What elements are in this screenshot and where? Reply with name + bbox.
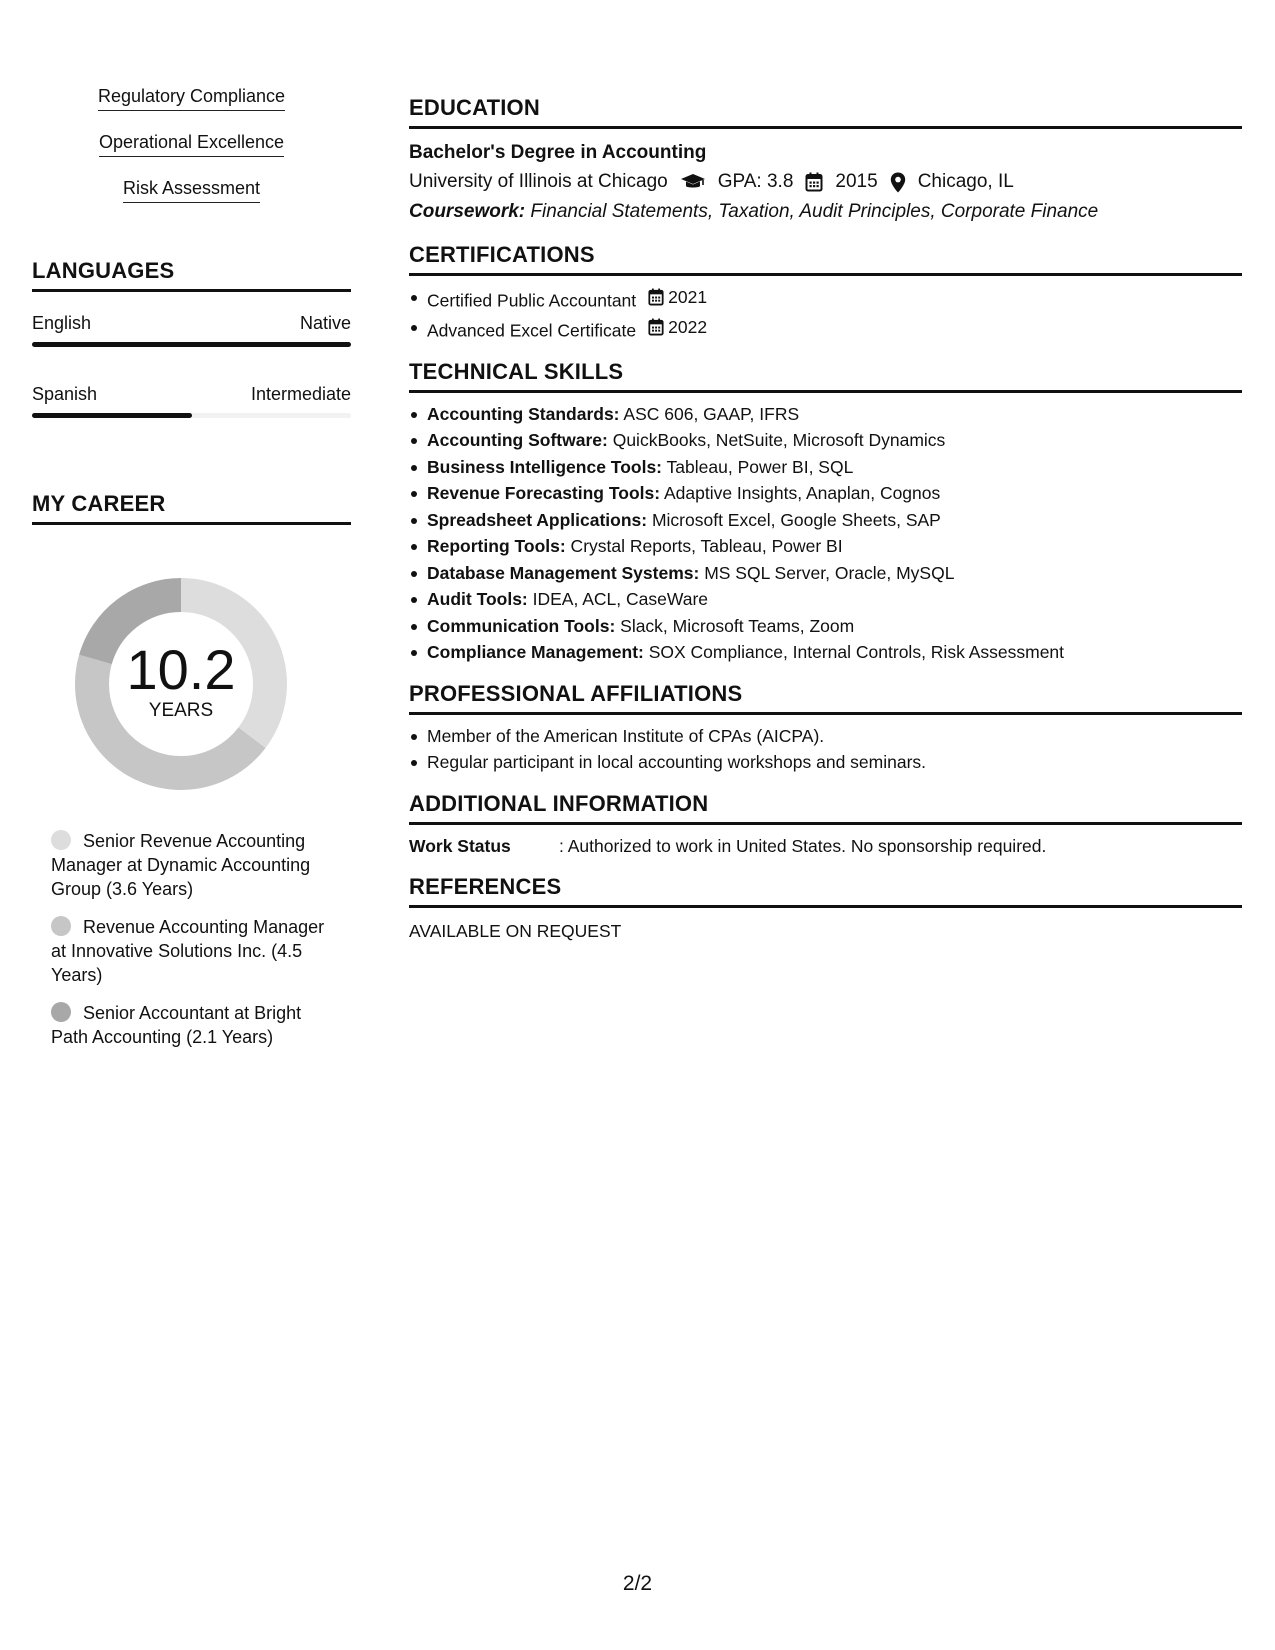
work-status-value: : Authorized to work in United States. No sponsorship required. — [559, 835, 1047, 856]
language-name: Spanish — [32, 384, 98, 404]
certification-year: 2021 — [668, 287, 708, 307]
additional-info-section — [409, 790, 1242, 859]
skill-value: Slack, Microsoft Teams, Zoom — [615, 615, 855, 636]
career-item-label: Senior Revenue Accounting Manager at Dynamic Accounting Group (3.6 Years) — [51, 831, 311, 899]
affiliations-section — [409, 680, 1242, 776]
list-item — [409, 613, 1242, 640]
career-donut — [66, 569, 296, 799]
list-item — [409, 427, 1242, 454]
language-bar-fill — [32, 342, 351, 347]
list-item — [409, 507, 1242, 534]
skill-value: SOX Compliance, Internal Controls, Risk Assessment — [643, 642, 1065, 662]
affiliations-title: PROFESSIONAL AFFILIATIONS — [409, 680, 1242, 715]
additional-info-title: ADDITIONAL INFORMATION — [409, 790, 1242, 825]
gpa: GPA: 3.8 — [717, 171, 794, 192]
skill-label: Database Management Systems: — [427, 562, 700, 583]
legend-dot-icon — [51, 1002, 71, 1022]
references-title: REFERENCES — [409, 873, 1242, 908]
list-item — [409, 314, 1242, 344]
certification-name: Advanced Excel Certificate — [427, 320, 637, 340]
certification-name: Certified Public Accountant — [427, 290, 637, 311]
skill-value: IDEA, ACL, CaseWare — [527, 589, 709, 609]
list-item — [409, 639, 1242, 666]
skill-value: Adaptive Insights, Anaplan, Cognos — [660, 483, 941, 503]
languages-title: LANGUAGES — [32, 257, 351, 292]
education-title: EDUCATION — [409, 94, 1242, 129]
page-number: 2/2 — [622, 1572, 653, 1595]
language-bar — [32, 413, 351, 418]
education-details — [409, 167, 1242, 197]
career-item-label: Senior Accountant at Bright Path Accounting (2.1 Years) — [51, 1003, 302, 1047]
certification-year: 2022 — [668, 316, 708, 337]
career-legend — [32, 829, 351, 1049]
skill-tag: Risk Assessment — [123, 176, 260, 203]
skill-label: Compliance Management: — [427, 642, 644, 662]
languages-section — [32, 257, 351, 418]
graduation-cap-icon — [680, 173, 706, 191]
skill-value: ASC 606, GAAP, IFRS — [619, 403, 800, 424]
affiliations-list — [409, 723, 1242, 776]
language-bar-fill — [32, 413, 192, 418]
career-item — [51, 829, 341, 901]
technical-skills-section — [409, 358, 1242, 666]
career-total: 10.2 — [126, 638, 236, 701]
list-item: Regular participant in local accounting workshops and seminars. — [409, 749, 1242, 776]
language-bar — [32, 342, 351, 347]
skill-label: Accounting Software: — [427, 430, 608, 450]
language-row — [32, 383, 351, 418]
skill-value: Crystal Reports, Tableau, Power BI — [565, 536, 843, 556]
career-title: MY CAREER — [32, 490, 351, 525]
career-section — [32, 490, 351, 1049]
language-row — [32, 312, 351, 347]
coursework — [409, 197, 1242, 227]
list-item — [409, 586, 1242, 613]
skill-tag: Regulatory Compliance — [98, 84, 285, 111]
career-unit: YEARS — [148, 700, 214, 721]
work-status-label: Work Status — [409, 835, 511, 856]
references-section — [409, 873, 1242, 944]
map-pin-icon — [890, 172, 906, 193]
career-item — [51, 915, 341, 987]
technical-skills-title: TECHNICAL SKILLS — [409, 358, 1242, 393]
list-item — [409, 480, 1242, 507]
graduation-year: 2015 — [835, 171, 878, 192]
skill-label: Business Intelligence Tools: — [427, 456, 663, 477]
certifications-section — [409, 241, 1242, 344]
skill-tags — [32, 84, 351, 222]
degree: Bachelor's Degree in Accounting — [409, 142, 707, 163]
education-section — [409, 94, 1242, 227]
coursework-text: Financial Statements, Taxation, Audit Principles, Corporate Finance — [525, 201, 1099, 222]
skill-value: QuickBooks, NetSuite, Microsoft Dynamics — [607, 430, 946, 450]
skill-label: Spreadsheet Applications: — [427, 509, 648, 530]
skill-label: Reporting Tools: — [427, 536, 566, 556]
work-status-row — [409, 833, 1242, 859]
certifications-title: CERTIFICATIONS — [409, 241, 1242, 276]
skill-value: Tableau, Power BI, SQL — [662, 456, 854, 477]
references-text: AVAILABLE ON REQUEST — [409, 920, 622, 941]
skill-tag: Operational Excellence — [99, 130, 284, 157]
language-level: Intermediate — [250, 384, 351, 404]
career-item-label: Revenue Accounting Manager at Innovative Solutions Inc. (4.5 Years) — [51, 917, 325, 985]
skill-label: Accounting Standards: — [427, 403, 620, 424]
school-name: University of Illinois at Chicago — [409, 171, 668, 192]
language-name: English — [32, 313, 92, 333]
certifications-list — [409, 284, 1242, 344]
coursework-label: Coursework: — [409, 201, 526, 222]
calendar-icon — [648, 288, 664, 306]
list-item — [409, 284, 1242, 314]
list-item: Member of the American Institute of CPAs (AICPA). — [409, 723, 1242, 750]
skill-value: Microsoft Excel, Google Sheets, SAP — [647, 509, 941, 530]
skill-label: Revenue Forecasting Tools: — [427, 483, 661, 503]
technical-skills-list — [409, 401, 1242, 666]
legend-dot-icon — [51, 830, 71, 850]
skill-value: MS SQL Server, Oracle, MySQL — [699, 562, 955, 583]
skill-label: Communication Tools: — [427, 615, 616, 636]
list-item — [409, 401, 1242, 428]
list-item — [409, 454, 1242, 481]
language-level: Native — [299, 313, 351, 333]
calendar-icon — [648, 318, 664, 336]
sidebar — [32, 84, 351, 1063]
location: Chicago, IL — [917, 171, 1014, 192]
list-item — [409, 560, 1242, 587]
career-item — [51, 1001, 341, 1049]
main-content — [409, 94, 1242, 958]
skill-label: Audit Tools: — [427, 589, 528, 609]
list-item — [409, 533, 1242, 560]
calendar-icon — [805, 172, 823, 192]
legend-dot-icon — [51, 916, 71, 936]
